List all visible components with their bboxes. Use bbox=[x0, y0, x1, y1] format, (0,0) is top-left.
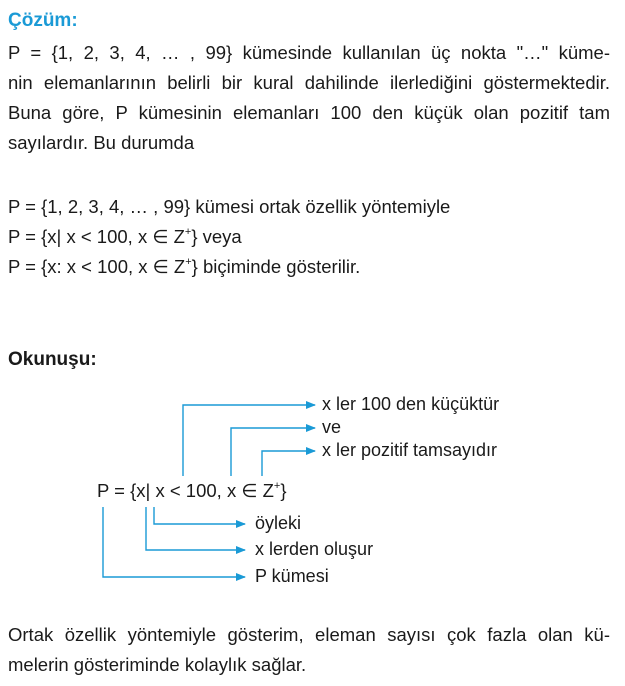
label-positive-integer: x ler pozitif tamsayıdır bbox=[322, 440, 498, 460]
notation-line-2: P = {x| x < 100, x ∈ Z+} veya bbox=[8, 226, 242, 247]
notation-line-3: P = {x: x < 100, x ∈ Z+} biçiminde gösterilir. bbox=[8, 256, 361, 277]
connector-arrow-bottom-2 bbox=[146, 507, 245, 550]
connector-arrow-top-2 bbox=[231, 428, 315, 476]
connector-arrow-top-1 bbox=[183, 405, 315, 476]
connector-arrow-top-3 bbox=[262, 451, 315, 476]
connector-arrow-bottom-1 bbox=[154, 507, 245, 524]
paragraph-line: P = {1, 2, 3, 4, … , 99} kümesinde kullanılan üç nokta "…" küme- bbox=[8, 42, 610, 63]
paragraph-line: sayılardır. Bu durumda bbox=[8, 132, 195, 153]
solution-title: Çözüm: bbox=[8, 10, 78, 31]
reading-title: Okunuşu: bbox=[8, 349, 97, 370]
conclusion-paragraph bbox=[8, 620, 610, 680]
label-such-that: öyleki bbox=[255, 513, 302, 533]
conclusion-line: Ortak özellik yöntemiyle gösterim, eleman sayısı çok fazla olan kü- bbox=[8, 624, 610, 645]
label-less-than-100: x ler 100 den küçüktür bbox=[322, 394, 500, 414]
conclusion-line: melerin gösteriminde kolaylık sağlar. bbox=[8, 654, 307, 675]
label-set-p: P kümesi bbox=[255, 566, 329, 586]
label-consists-of-x: x lerden oluşur bbox=[255, 539, 374, 559]
paragraph-line: nin elemanlarının belirli bir kural dahilinde ilerlediğini göstermektedir. bbox=[8, 72, 610, 93]
connector-arrow-bottom-3 bbox=[103, 507, 245, 577]
notation-line-1: P = {1, 2, 3, 4, … , 99} kümesi ortak özellik yöntemiyle bbox=[8, 196, 451, 217]
label-and: ve bbox=[322, 417, 342, 437]
reading-formula: P = {x| x < 100, x ∈ Z+} bbox=[97, 480, 287, 501]
paragraph-line: Buna göre, P kümesinin elemanları 100 den küçük olan pozitif tam bbox=[8, 102, 610, 123]
